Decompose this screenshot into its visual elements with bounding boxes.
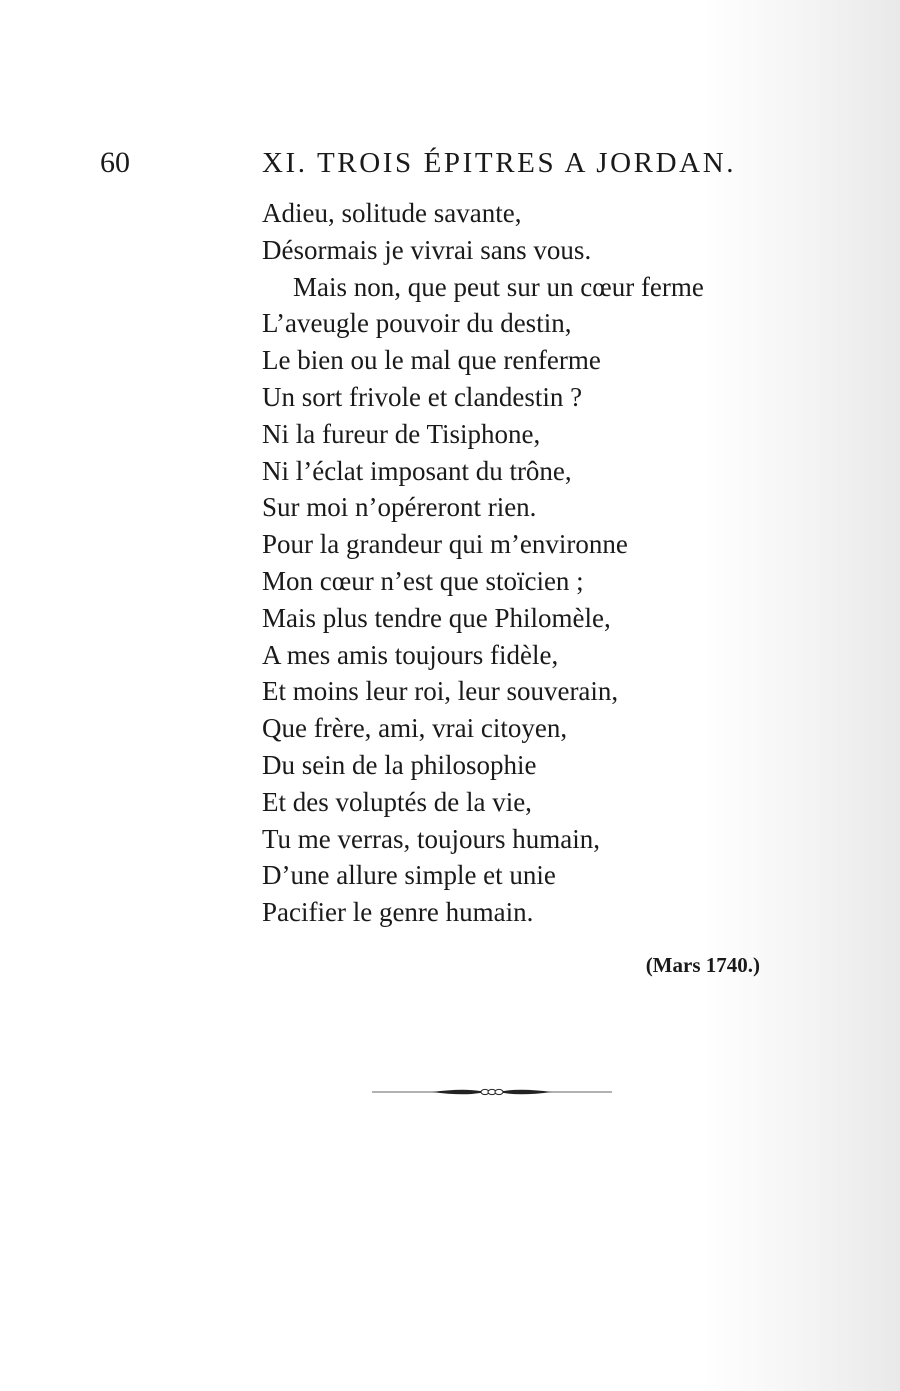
poem [262, 195, 782, 931]
page-number: 60 [100, 146, 130, 179]
poem-line: Pacifier le genre humain. [262, 897, 534, 928]
date-note: (Mars 1740.) [645, 953, 760, 977]
poem-line: Ni la fureur de Tisiphone, [262, 418, 541, 449]
poem-line: Tu me verras, toujours humain, [262, 823, 600, 854]
poem-line: Du sein de la philosophie [262, 749, 537, 780]
poem-line: Un sort frivole et clandestin ? [262, 381, 583, 412]
poem-line: L’aveugle pouvoir du destin, [262, 308, 572, 339]
poem-line: Sur moi n’opéreront rien. [262, 492, 537, 523]
poem-line: Ni l’éclat imposant du trône, [262, 455, 572, 486]
poem-line: Le bien ou le mal que renferme [262, 345, 601, 376]
poem-line: D’une allure simple et unie [262, 860, 556, 891]
poem-line: Et moins leur roi, leur souverain, [262, 676, 619, 707]
poem-line: Pour la grandeur qui m’environne [262, 529, 628, 560]
poem-line: Désormais je vivrai sans vous. [262, 234, 592, 265]
poem-line: Adieu, solitude savante, [262, 198, 522, 228]
poem-line: A mes amis toujours fidèle, [262, 639, 559, 670]
poem-line: Mon cœur n’est que stoïcien ; [262, 565, 584, 596]
poem-line: Et des voluptés de la vie, [262, 786, 532, 817]
poem-line: Mais non, que peut sur un cœur ferme [293, 271, 704, 302]
poem-line: Mais plus tendre que Philomèle, [262, 602, 611, 633]
poem-line: Que frère, ami, vrai citoyen, [262, 713, 568, 744]
running-head: XI. TROIS ÉPITRES A JORDAN. [262, 147, 737, 179]
ornament-divider [372, 1084, 612, 1100]
